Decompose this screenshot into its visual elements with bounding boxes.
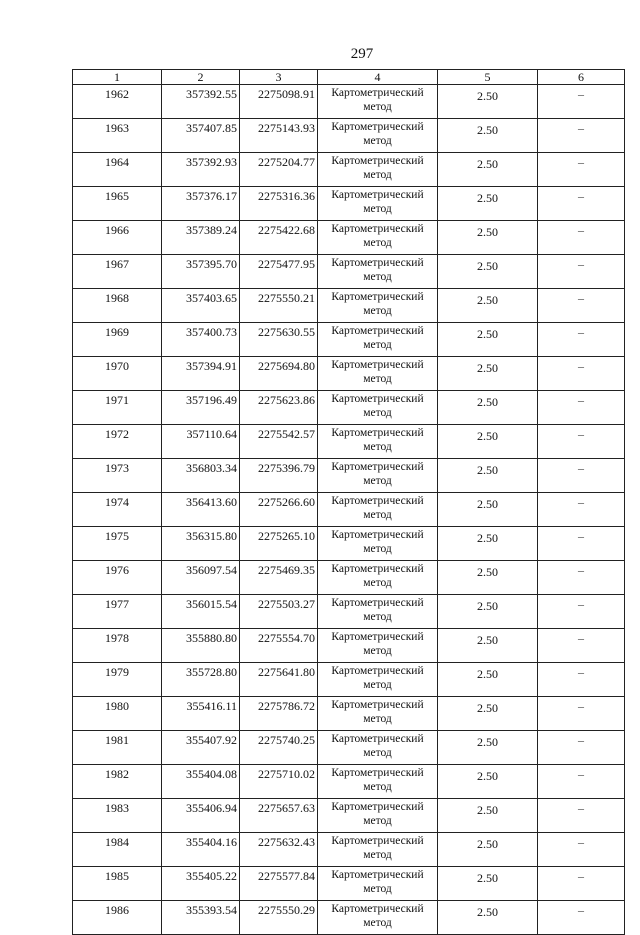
y-coordinate-cell: 2275577.84 [240, 867, 318, 901]
x-coordinate-cell: 356315.80 [162, 527, 240, 561]
method-cell [318, 799, 438, 833]
x-coordinate-cell: 357392.55 [162, 85, 240, 119]
method-line-1: Картометрический [331, 631, 424, 643]
method-line-2: метод [363, 747, 392, 759]
point-number-cell: 1969 [73, 323, 162, 357]
method-line-1: Картометрический [331, 699, 424, 711]
accuracy-cell: 2.50 [438, 493, 538, 527]
method-line-1: Картометрический [331, 325, 424, 337]
table-row [73, 255, 625, 289]
table-row [73, 833, 625, 867]
x-coordinate-cell: 357407.85 [162, 119, 240, 153]
y-coordinate-cell: 2275657.63 [240, 799, 318, 833]
method-line-1: Картометрический [331, 597, 424, 609]
method-cell [318, 323, 438, 357]
method-cell [318, 901, 438, 935]
method-cell [318, 493, 438, 527]
x-coordinate-cell: 357392.93 [162, 153, 240, 187]
method-cell [318, 867, 438, 901]
y-coordinate-cell: 2275542.57 [240, 425, 318, 459]
method-cell [318, 119, 438, 153]
page-number: 297 [350, 46, 374, 62]
point-number-cell: 1984 [73, 833, 162, 867]
method-line-2: метод [363, 781, 392, 793]
method-line-2: метод [363, 373, 392, 385]
method-line-2: метод [363, 543, 392, 555]
point-number-cell: 1976 [73, 561, 162, 595]
y-coordinate-cell: 2275550.29 [240, 901, 318, 935]
table-row [73, 459, 625, 493]
method-line-2: метод [363, 713, 392, 725]
x-coordinate-cell: 356803.34 [162, 459, 240, 493]
x-coordinate-cell: 355404.08 [162, 765, 240, 799]
column-header: 2 [162, 70, 240, 85]
table-row [73, 221, 625, 255]
table-row [73, 901, 625, 935]
accuracy-cell: 2.50 [438, 391, 538, 425]
method-line-1: Картометрический [331, 427, 424, 439]
method-cell [318, 357, 438, 391]
table-row [73, 731, 625, 765]
x-coordinate-cell: 356413.60 [162, 493, 240, 527]
method-line-2: метод [363, 203, 392, 215]
accuracy-cell: 2.50 [438, 289, 538, 323]
accuracy-cell: 2.50 [438, 357, 538, 391]
accuracy-cell: 2.50 [438, 323, 538, 357]
table-row [73, 323, 625, 357]
table-row [73, 391, 625, 425]
note-cell: – [538, 221, 625, 255]
method-cell [318, 731, 438, 765]
y-coordinate-cell: 2275098.91 [240, 85, 318, 119]
accuracy-cell: 2.50 [438, 85, 538, 119]
method-cell [318, 561, 438, 595]
method-cell [318, 391, 438, 425]
x-coordinate-cell: 355404.16 [162, 833, 240, 867]
y-coordinate-cell: 2275641.80 [240, 663, 318, 697]
column-header: 4 [318, 70, 438, 85]
method-line-2: метод [363, 883, 392, 895]
point-number-cell: 1985 [73, 867, 162, 901]
point-number-cell: 1973 [73, 459, 162, 493]
column-header: 1 [73, 70, 162, 85]
method-line-1: Картометрический [331, 869, 424, 881]
accuracy-cell: 2.50 [438, 663, 538, 697]
x-coordinate-cell: 355416.11 [162, 697, 240, 731]
method-line-2: метод [363, 135, 392, 147]
y-coordinate-cell: 2275503.27 [240, 595, 318, 629]
method-line-2: метод [363, 917, 392, 929]
x-coordinate-cell: 357403.65 [162, 289, 240, 323]
y-coordinate-cell: 2275469.35 [240, 561, 318, 595]
note-cell: – [538, 867, 625, 901]
method-line-1: Картометрический [331, 393, 424, 405]
y-coordinate-cell: 2275710.02 [240, 765, 318, 799]
column-header: 3 [240, 70, 318, 85]
y-coordinate-cell: 2275143.93 [240, 119, 318, 153]
method-line-1: Картометрический [331, 87, 424, 99]
accuracy-cell: 2.50 [438, 731, 538, 765]
method-line-2: метод [363, 577, 392, 589]
accuracy-cell: 2.50 [438, 221, 538, 255]
method-line-1: Картометрический [331, 257, 424, 269]
table-row [73, 289, 625, 323]
x-coordinate-cell: 357389.24 [162, 221, 240, 255]
note-cell: – [538, 765, 625, 799]
note-cell: – [538, 153, 625, 187]
y-coordinate-cell: 2275266.60 [240, 493, 318, 527]
accuracy-cell: 2.50 [438, 561, 538, 595]
point-number-cell: 1965 [73, 187, 162, 221]
y-coordinate-cell: 2275316.36 [240, 187, 318, 221]
method-cell [318, 289, 438, 323]
table-row [73, 85, 625, 119]
y-coordinate-cell: 2275422.68 [240, 221, 318, 255]
method-cell [318, 85, 438, 119]
accuracy-cell: 2.50 [438, 119, 538, 153]
y-coordinate-cell: 2275477.95 [240, 255, 318, 289]
accuracy-cell: 2.50 [438, 799, 538, 833]
x-coordinate-cell: 356015.54 [162, 595, 240, 629]
accuracy-cell: 2.50 [438, 255, 538, 289]
point-number-cell: 1966 [73, 221, 162, 255]
table-header-row [73, 70, 625, 85]
note-cell: – [538, 493, 625, 527]
y-coordinate-cell: 2275265.10 [240, 527, 318, 561]
method-line-1: Картометрический [331, 495, 424, 507]
x-coordinate-cell: 355393.54 [162, 901, 240, 935]
table-row [73, 561, 625, 595]
method-line-2: метод [363, 169, 392, 181]
note-cell: – [538, 731, 625, 765]
table-row [73, 765, 625, 799]
method-cell [318, 697, 438, 731]
method-cell [318, 187, 438, 221]
x-coordinate-cell: 355407.92 [162, 731, 240, 765]
accuracy-cell: 2.50 [438, 765, 538, 799]
accuracy-cell: 2.50 [438, 629, 538, 663]
x-coordinate-cell: 357400.73 [162, 323, 240, 357]
y-coordinate-cell: 2275554.70 [240, 629, 318, 663]
method-line-2: метод [363, 271, 392, 283]
method-cell [318, 459, 438, 493]
table-row [73, 867, 625, 901]
method-line-1: Картометрический [331, 189, 424, 201]
x-coordinate-cell: 357376.17 [162, 187, 240, 221]
method-line-1: Картометрический [331, 801, 424, 813]
method-line-1: Картометрический [331, 155, 424, 167]
coordinates-table [72, 69, 625, 935]
table-row [73, 799, 625, 833]
y-coordinate-cell: 2275694.80 [240, 357, 318, 391]
y-coordinate-cell: 2275786.72 [240, 697, 318, 731]
method-line-2: метод [363, 645, 392, 657]
method-cell [318, 255, 438, 289]
accuracy-cell: 2.50 [438, 153, 538, 187]
point-number-cell: 1981 [73, 731, 162, 765]
note-cell: – [538, 255, 625, 289]
accuracy-cell: 2.50 [438, 595, 538, 629]
point-number-cell: 1977 [73, 595, 162, 629]
table-row [73, 153, 625, 187]
method-line-2: метод [363, 101, 392, 113]
method-line-1: Картометрический [331, 563, 424, 575]
note-cell: – [538, 595, 625, 629]
table-row [73, 595, 625, 629]
table-row [73, 663, 625, 697]
table-row [73, 697, 625, 731]
x-coordinate-cell: 355406.94 [162, 799, 240, 833]
x-coordinate-cell: 357110.64 [162, 425, 240, 459]
method-cell [318, 663, 438, 697]
method-line-1: Картометрический [331, 359, 424, 371]
note-cell: – [538, 629, 625, 663]
table-row [73, 187, 625, 221]
x-coordinate-cell: 355728.80 [162, 663, 240, 697]
y-coordinate-cell: 2275623.86 [240, 391, 318, 425]
method-cell [318, 629, 438, 663]
x-coordinate-cell: 357394.91 [162, 357, 240, 391]
table-row [73, 629, 625, 663]
point-number-cell: 1970 [73, 357, 162, 391]
method-line-2: метод [363, 407, 392, 419]
accuracy-cell: 2.50 [438, 901, 538, 935]
accuracy-cell: 2.50 [438, 425, 538, 459]
note-cell: – [538, 697, 625, 731]
note-cell: – [538, 391, 625, 425]
table-body [73, 85, 625, 935]
y-coordinate-cell: 2275740.25 [240, 731, 318, 765]
method-line-1: Картометрический [331, 223, 424, 235]
y-coordinate-cell: 2275396.79 [240, 459, 318, 493]
y-coordinate-cell: 2275632.43 [240, 833, 318, 867]
table-row [73, 493, 625, 527]
point-number-cell: 1986 [73, 901, 162, 935]
accuracy-cell: 2.50 [438, 833, 538, 867]
note-cell: – [538, 663, 625, 697]
method-cell [318, 425, 438, 459]
accuracy-cell: 2.50 [438, 459, 538, 493]
method-cell [318, 221, 438, 255]
note-cell: – [538, 187, 625, 221]
note-cell: – [538, 527, 625, 561]
table-row [73, 119, 625, 153]
point-number-cell: 1963 [73, 119, 162, 153]
method-line-2: метод [363, 611, 392, 623]
method-line-1: Картометрический [331, 903, 424, 915]
method-line-2: метод [363, 305, 392, 317]
note-cell: – [538, 323, 625, 357]
x-coordinate-cell: 355405.22 [162, 867, 240, 901]
point-number-cell: 1979 [73, 663, 162, 697]
method-line-1: Картометрический [331, 767, 424, 779]
method-cell [318, 595, 438, 629]
point-number-cell: 1983 [73, 799, 162, 833]
method-cell [318, 833, 438, 867]
x-coordinate-cell: 357395.70 [162, 255, 240, 289]
note-cell: – [538, 799, 625, 833]
method-cell [318, 765, 438, 799]
method-cell [318, 153, 438, 187]
method-line-2: метод [363, 509, 392, 521]
note-cell: – [538, 119, 625, 153]
method-line-1: Картометрический [331, 835, 424, 847]
y-coordinate-cell: 2275204.77 [240, 153, 318, 187]
x-coordinate-cell: 355880.80 [162, 629, 240, 663]
table-row [73, 425, 625, 459]
table-row [73, 527, 625, 561]
point-number-cell: 1975 [73, 527, 162, 561]
method-line-1: Картометрический [331, 529, 424, 541]
note-cell: – [538, 833, 625, 867]
method-line-1: Картометрический [331, 461, 424, 473]
table-row [73, 357, 625, 391]
method-line-1: Картометрический [331, 121, 424, 133]
point-number-cell: 1968 [73, 289, 162, 323]
column-header: 5 [438, 70, 538, 85]
point-number-cell: 1972 [73, 425, 162, 459]
method-line-2: метод [363, 339, 392, 351]
point-number-cell: 1962 [73, 85, 162, 119]
method-line-1: Картометрический [331, 733, 424, 745]
y-coordinate-cell: 2275550.21 [240, 289, 318, 323]
method-cell [318, 527, 438, 561]
x-coordinate-cell: 357196.49 [162, 391, 240, 425]
column-header: 6 [538, 70, 625, 85]
point-number-cell: 1967 [73, 255, 162, 289]
point-number-cell: 1982 [73, 765, 162, 799]
method-line-1: Картометрический [331, 665, 424, 677]
method-line-2: метод [363, 849, 392, 861]
point-number-cell: 1978 [73, 629, 162, 663]
accuracy-cell: 2.50 [438, 697, 538, 731]
method-line-2: метод [363, 237, 392, 249]
note-cell: – [538, 901, 625, 935]
x-coordinate-cell: 356097.54 [162, 561, 240, 595]
accuracy-cell: 2.50 [438, 527, 538, 561]
point-number-cell: 1964 [73, 153, 162, 187]
note-cell: – [538, 561, 625, 595]
note-cell: – [538, 357, 625, 391]
y-coordinate-cell: 2275630.55 [240, 323, 318, 357]
point-number-cell: 1974 [73, 493, 162, 527]
method-line-2: метод [363, 475, 392, 487]
method-line-2: метод [363, 815, 392, 827]
note-cell: – [538, 289, 625, 323]
point-number-cell: 1980 [73, 697, 162, 731]
point-number-cell: 1971 [73, 391, 162, 425]
note-cell: – [538, 85, 625, 119]
note-cell: – [538, 459, 625, 493]
accuracy-cell: 2.50 [438, 187, 538, 221]
method-line-2: метод [363, 441, 392, 453]
accuracy-cell: 2.50 [438, 867, 538, 901]
method-line-2: метод [363, 679, 392, 691]
method-line-1: Картометрический [331, 291, 424, 303]
note-cell: – [538, 425, 625, 459]
